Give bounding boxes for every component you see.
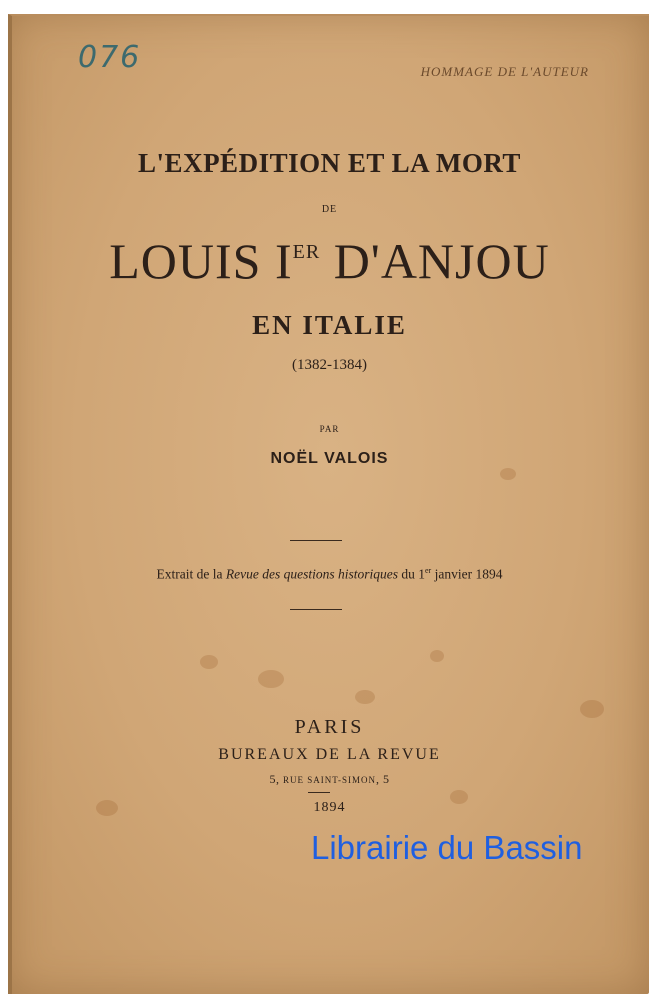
title-name bbox=[0, 232, 659, 290]
publication-year: 1894 bbox=[313, 800, 346, 815]
address-end: , 5 bbox=[375, 772, 390, 786]
extract-sup: er bbox=[425, 566, 432, 575]
foxing-stain bbox=[200, 655, 218, 669]
title-line-1: L'EXPÉDITION ET LA MORT bbox=[138, 148, 521, 178]
title-name-rest: D'ANJOU bbox=[320, 233, 550, 289]
extract-suffix: janvier 1894 bbox=[431, 566, 503, 582]
publisher-bureau: BUREAUX DE LA REVUE bbox=[218, 746, 441, 763]
foxing-stain bbox=[355, 690, 375, 704]
publisher-address bbox=[0, 772, 659, 787]
author-par: PAR bbox=[319, 424, 340, 434]
divider bbox=[290, 540, 342, 541]
small-divider bbox=[308, 792, 330, 793]
bookseller-watermark: Librairie du Bassin bbox=[311, 829, 583, 866]
extract-revue: Revue des questions historiques bbox=[225, 566, 398, 582]
address-street: RUE SAINT-SIMON bbox=[283, 775, 376, 785]
extract-line bbox=[0, 566, 659, 583]
title-line-3: EN ITALIE bbox=[252, 310, 407, 340]
publisher-city: PARIS bbox=[294, 716, 365, 738]
title-de: DE bbox=[321, 204, 338, 215]
address-num: 5, bbox=[269, 772, 284, 786]
title-name-sup: ER bbox=[292, 241, 321, 263]
title-name-main: LOUIS I bbox=[109, 233, 293, 289]
divider bbox=[290, 609, 342, 610]
extract-middle: du 1 bbox=[398, 566, 425, 582]
extract-prefix: Extrait de la bbox=[156, 566, 226, 582]
foxing-stain bbox=[500, 468, 516, 480]
hommage-stamp: HOMMAGE DE L'AUTEUR bbox=[420, 64, 589, 79]
title-dates: (1382-1384) bbox=[292, 357, 367, 373]
handwritten-number: 076 bbox=[78, 40, 142, 75]
foxing-stain bbox=[430, 650, 444, 662]
author-name: NOËL VALOIS bbox=[270, 450, 389, 467]
foxing-stain bbox=[258, 670, 284, 688]
